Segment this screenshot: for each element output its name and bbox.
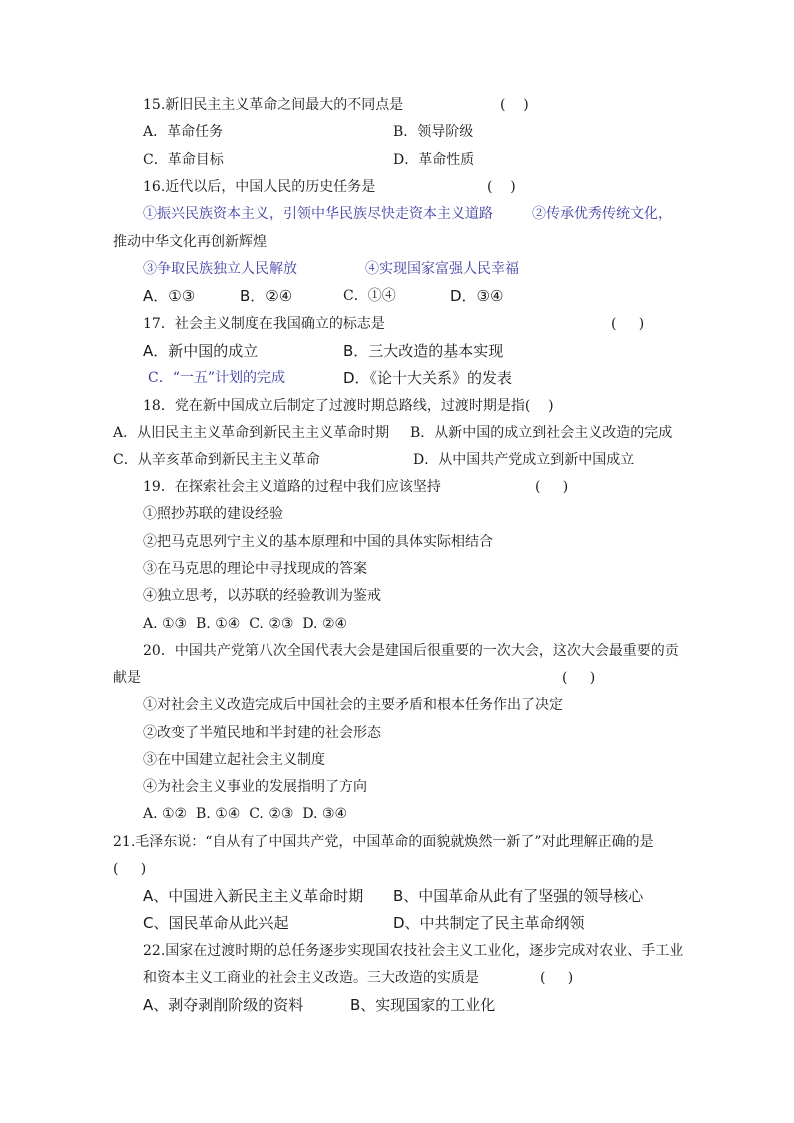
q16-statement-2: ②传承优秀传统文化， bbox=[532, 206, 672, 222]
q21-option-a: A、中国进入新民主主义革命时期 bbox=[143, 887, 364, 905]
q16-answer-paren: ( ) bbox=[487, 179, 516, 195]
q17-answer-paren: ( ) bbox=[611, 316, 645, 332]
q15-option-b: B．领导阶级 bbox=[393, 124, 474, 140]
q19-statement-3: ③在马克思的理论中寻找现成的答案 bbox=[143, 561, 367, 577]
q17-option-a: A．新中国的成立 bbox=[143, 342, 259, 360]
q18-option-b: B．从新中国的成立到社会主义改造的完成 bbox=[410, 425, 673, 441]
q22-option-a: A、剥夺剥削阶级的资料 bbox=[143, 996, 304, 1014]
q16-statement-3: ③争取民族独立人民解放 bbox=[143, 261, 297, 277]
q22-stem: 22.国家在过渡时期的总任务逐步实现国农技社会主义工业化，逐步完成对农业、手工业 bbox=[143, 943, 684, 959]
q18-option-d: D．从中国共产党成立到新中国成立 bbox=[413, 452, 635, 468]
q17-stem: 17．社会主义制度在我国确立的标志是 bbox=[143, 316, 385, 332]
q15-stem: 15.新旧民主主义革命之间最大的不同点是 bbox=[143, 97, 404, 113]
q20-answer-paren: ( ) bbox=[562, 670, 596, 686]
q21-option-d: D、中共制定了民主革命纲领 bbox=[393, 914, 585, 932]
q22-option-b: B、实现国家的工业化 bbox=[350, 996, 496, 1014]
q16-option-a: A．①③ bbox=[143, 287, 196, 305]
q18-option-c: C．从辛亥革命到新民主主义革命 bbox=[113, 452, 320, 468]
q21-option-b: B、中国革命从此有了坚强的领导核心 bbox=[393, 887, 644, 905]
q18-stem: 18．党在新中国成立后制定了过渡时期总路线，过渡时期是指( ) bbox=[143, 398, 554, 414]
q20-stem: 20．中国共产党第八次全国代表大会是建国后很重要的一次大会，这次大会最重要的贡 bbox=[143, 643, 679, 659]
q19-statement-4: ④独立思考，以苏联的经验教训为鉴戒 bbox=[143, 588, 381, 604]
q22-stem-cont: 和资本主义工商业的社会主义改造。三大改造的实质是 bbox=[143, 970, 479, 986]
q15-option-a: A．革命任务 bbox=[143, 124, 224, 140]
q19-choices: A. ①③ B. ①④ C. ②③ D. ②④ bbox=[143, 616, 348, 632]
q17-option-c: C．“一五”计划的完成 bbox=[148, 370, 286, 386]
q21-option-c: C、国民革命从此兴起 bbox=[143, 914, 289, 932]
q21-stem: 21.毛泽东说：“自从有了中国共产党，中国革命的面貌就焕然一新了”对此理解正确的是 bbox=[113, 834, 654, 850]
q19-stem: 19．在探索社会主义道路的过程中我们应该坚持 bbox=[143, 479, 441, 495]
q19-statement-1: ①照抄苏联的建设经验 bbox=[143, 506, 283, 522]
q20-stem-cont: 献是 bbox=[113, 670, 141, 686]
q20-statement-2: ②改变了半殖民地和半封建的社会形态 bbox=[143, 725, 381, 741]
q20-statement-4: ④为社会主义事业的发展指明了方向 bbox=[143, 779, 367, 795]
q16-option-c: C．①④ bbox=[343, 288, 396, 304]
q19-statement-2: ②把马克思列宁主义的基本原理和中国的具体实际相结合 bbox=[143, 534, 493, 550]
q20-statement-1: ①对社会主义改造完成后中国社会的主要矛盾和根本任务作出了决定 bbox=[143, 697, 563, 713]
q17-option-b: B．三大改造的基本实现 bbox=[343, 342, 504, 360]
q18-option-a: A．从旧民主主义革命到新民主主义革命时期 bbox=[113, 425, 390, 441]
q17-option-d: D．《论十大关系》的发表 bbox=[343, 369, 513, 387]
q16-option-b: B．②④ bbox=[240, 287, 293, 305]
q20-choices: A. ①② B. ①④ C. ②③ D. ③④ bbox=[143, 806, 348, 822]
q15-answer-paren: ( ) bbox=[500, 97, 529, 113]
q15-option-c: C．革命目标 bbox=[143, 152, 224, 168]
q22-answer-paren: ( ) bbox=[540, 970, 574, 986]
q21-answer-paren: ( ) bbox=[113, 861, 147, 877]
q15-option-d: D．革命性质 bbox=[393, 152, 475, 168]
q16-statement-4: ④实现国家富强人民幸福 bbox=[365, 261, 519, 277]
q20-statement-3: ③在中国建立起社会主义制度 bbox=[143, 752, 325, 768]
q16-option-d: D．③④ bbox=[450, 287, 504, 305]
q16-stem: 16.近代以后，中国人民的历史任务是 bbox=[143, 179, 376, 195]
q16-statement-1: ①振兴民族资本主义，引领中华民族尽快走资本主义道路 bbox=[143, 206, 493, 222]
q16-statement-2-cont: 推动中华文化再创新辉煌 bbox=[113, 234, 267, 250]
q19-answer-paren: ( ) bbox=[535, 479, 569, 495]
